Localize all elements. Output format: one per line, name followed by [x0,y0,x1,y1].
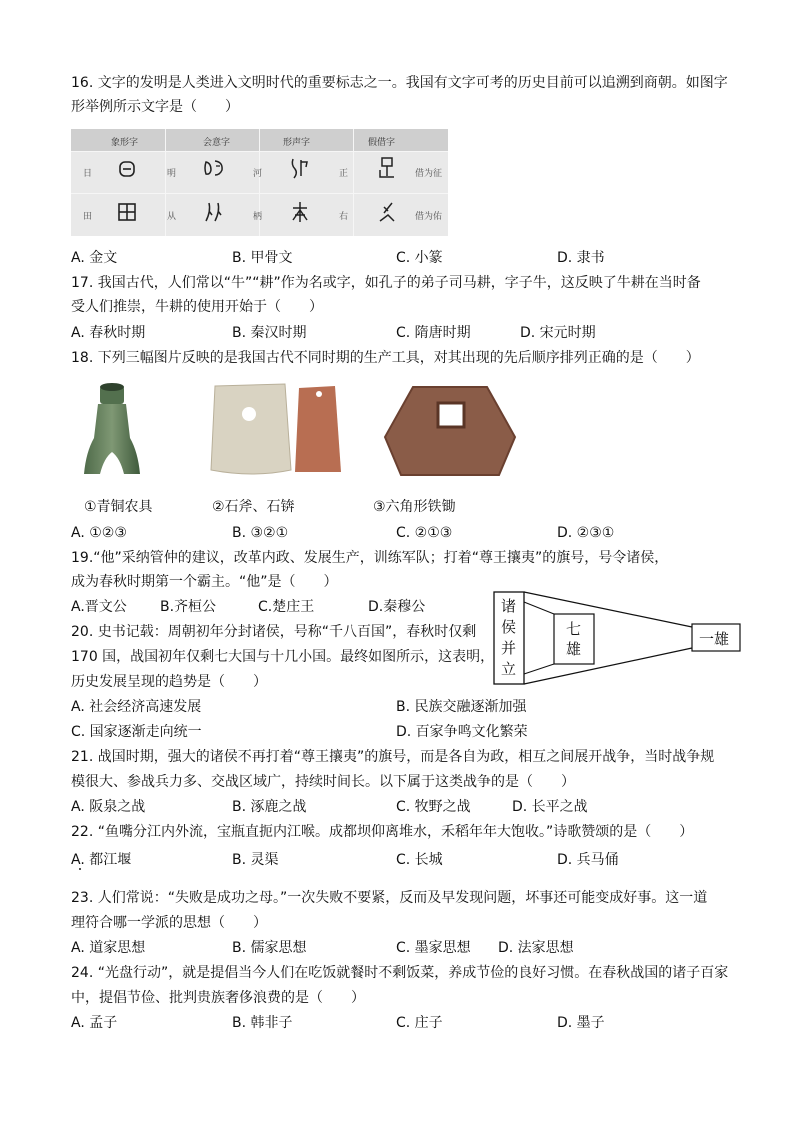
diagram-label-one-power: 一雄 [699,630,730,648]
q22-option-d[interactable]: D. 兵马俑 [557,852,619,868]
oracle-handle-glyph [289,200,311,229]
q24-option-a[interactable]: A. 孟子 [71,1015,118,1031]
q18-option-c[interactable]: C. ②①③ [396,525,453,541]
oracle-bright-glyph [203,158,225,183]
q18-option-d[interactable]: D. ②③① [557,525,615,541]
oracle-field-glyph [117,202,137,227]
q17-option-d[interactable]: D. 宋元时期 [520,325,596,341]
unification-funnel-diagram [488,588,742,688]
row1-sun-label: 日 [83,169,93,179]
header-loan-character: 假借字 [368,138,396,148]
q24-stem-line1: 24. “光盘行动”，就是提倡当今人们在吃饭就餐时不剩饭菜，养成节俭的良好习惯。在春秋战国的诸子百家 [71,965,729,981]
q21-option-c[interactable]: C. 牧野之战 [396,799,471,815]
q19-stem-line2: 成为春秋时期第一个霸主。“他”是（ ） [71,574,338,590]
row1-river-label: 河 [253,169,263,179]
diagram-label-seven-powers: 七雄 [566,620,582,658]
q22-option-c[interactable]: C. 长城 [396,852,443,868]
q20-stem-line3: 历史发展呈现的趋势是（ ） [71,674,267,690]
oracle-sun-glyph [117,159,137,184]
diagram-label-feudal-rivalry: 诸侯并立 [501,597,517,678]
q24-option-c[interactable]: C. 庄子 [396,1015,443,1031]
q22-option-a[interactable]: A. 都江堰 [71,852,132,868]
row2-handle-label: 柄 [253,212,263,222]
q23-stem-line2: 理符合哪一学派的思想（ ） [71,915,267,931]
q16-option-c[interactable]: C. 小篆 [396,250,443,266]
character-examples-table [71,129,448,236]
q24-option-b[interactable]: B. 韩非子 [232,1015,293,1031]
q18-option-b[interactable]: B. ③②① [232,525,289,541]
row2-right-label: 右 [339,212,349,222]
q22-stem: 22. “鱼嘴分江内外流，宝瓶直扼内江喉。成都坝仰离堆水，禾稻年年大饱收。”诗歌赞颂的是（ ） [71,824,694,840]
stray-dot [79,868,81,870]
oracle-river-glyph [289,157,311,184]
q23-option-c[interactable]: C. 墨家思想 [396,940,471,956]
q19-option-a[interactable]: A.晋文公 [71,599,127,615]
q23-option-a[interactable]: A. 道家思想 [71,940,146,956]
q17-option-b[interactable]: B. 秦汉时期 [232,325,307,341]
row2-follow-label: 从 [167,212,177,222]
q21-stem-line2: 模很大、参战兵力多、交战区域广，持续时间长。以下属于这类战争的是（ ） [71,774,575,790]
row1-loan-note: 借为征 [415,169,443,179]
q16-option-d[interactable]: D. 隶书 [557,250,605,266]
hexagonal-iron-hoe-image [383,383,517,483]
header-phonogram: 形声字 [283,138,311,148]
q18-option-a[interactable]: A. ①②③ [71,525,127,541]
q23-stem-line1: 23. 人们常说：“失败是成功之母。”一次失败不要紧，反而及早发现问题，坏事还可能变成好事。这一道 [71,890,708,906]
q16-option-a[interactable]: A. 金文 [71,250,118,266]
header-pictograph: 象形字 [111,138,139,148]
q20-stem-line2: 170 国，战国初年仅剩七大国与十几小国。最终如图所示，这表明， [71,649,495,665]
q17-stem-line2: 受人们推崇，牛耕的使用开始于（ ） [71,299,323,315]
q16-option-b[interactable]: B. 甲骨文 [232,250,293,266]
bronze-farm-tool-image [78,382,146,482]
q18-stem: 18. 下列三幅图片反映的是我国古代不同时期的生产工具，对其出现的先后顺序排列正确的是（ ） [71,350,700,366]
q18-caption-bronze: ①青铜农具 [84,499,153,515]
q23-option-d[interactable]: D. 法家思想 [498,940,574,956]
stone-axe-adze-image [207,380,347,484]
q19-option-d[interactable]: D.秦穆公 [368,599,426,615]
row1-bright-label: 明 [167,169,177,179]
q18-caption-iron: ③六角形铁锄 [373,499,456,515]
q21-stem-line1: 21. 战国时期，强大的诸侯不再打着“尊王攘夷”的旗号，而是各自为政，相互之间展开战争，当时战争规 [71,749,715,765]
q20-option-d[interactable]: D. 百家争鸣文化繁荣 [396,724,528,740]
q17-stem-line1: 17. 我国古代，人们常以“牛”“耕”作为名或字，如孔子的弟子司马耕，字子牛，这反映了牛耕在当时备 [71,275,701,291]
q22-option-b[interactable]: B. 灵渠 [232,852,279,868]
q17-option-c[interactable]: C. 隋唐时期 [396,325,471,341]
row2-field-label: 田 [83,212,93,222]
q21-option-a[interactable]: A. 阪泉之战 [71,799,146,815]
q23-option-b[interactable]: B. 儒家思想 [232,940,307,956]
header-ideograph: 会意字 [203,138,231,148]
row1-upright-label: 正 [339,169,349,179]
q20-option-a[interactable]: A. 社会经济高速发展 [71,699,202,715]
q20-stem-line1: 20. 史书记载：周朝初年分封诸侯，号称“千八百国”，春秋时仅剩 [71,624,477,640]
q17-option-a[interactable]: A. 春秋时期 [71,325,146,341]
q20-option-c[interactable]: C. 国家逐渐走向统一 [71,724,202,740]
q24-stem-line2: 中，提倡节俭、批判贵族奢侈浪费的是（ ） [71,990,365,1006]
oracle-follow-glyph [203,201,225,228]
q19-option-b[interactable]: B.齐桓公 [160,599,217,615]
q16-stem-line1: 16. 文字的发明是人类进入文明时代的重要标志之一。我国有文字可考的历史目前可以追溯到商朝。如图字 [71,75,728,91]
oracle-right-hand-glyph [376,201,398,228]
row2-loan-note: 借为佑 [415,212,443,222]
q16-stem-line2: 形举例所示文字是（ ） [71,99,239,115]
q18-caption-stone: ②石斧、石锛 [212,499,295,515]
q19-option-c[interactable]: C.楚庄王 [258,599,315,615]
q21-option-d[interactable]: D. 长平之战 [512,799,588,815]
q20-option-b[interactable]: B. 民族交融逐渐加强 [396,699,527,715]
q19-stem-line1: 19.“他”采纳管仲的建议，改革内政、发展生产，训练军队；打着“尊王攘夷”的旗号，号令诸侯， [71,550,669,566]
q24-option-d[interactable]: D. 墨子 [557,1015,605,1031]
oracle-upright-glyph [376,156,398,185]
q21-option-b[interactable]: B. 涿鹿之战 [232,799,307,815]
